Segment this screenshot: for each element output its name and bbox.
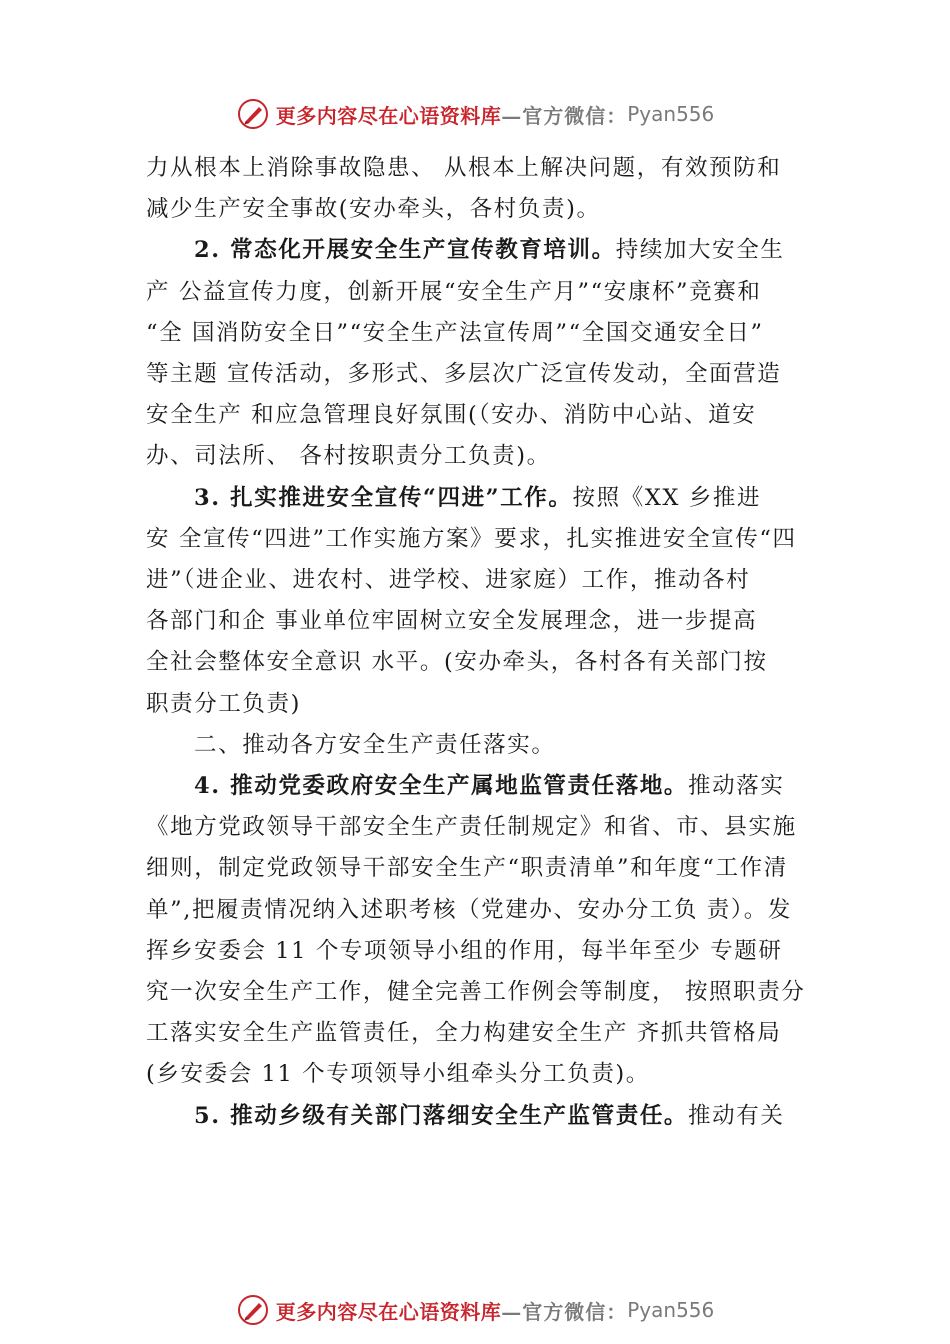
text-line: 安 全宣传“四进”工作实施方案》要求，扎实推进安全宣传“四 bbox=[146, 525, 797, 552]
text-line: 《地方党政领导干部安全生产责任制规定》和省、市、县实施 bbox=[146, 814, 797, 841]
text-line: (乡安委会 11 个专项领导小组牵头分工负责)。 bbox=[146, 1061, 650, 1088]
item4-title: 4. 推动党委政府安全生产属地监管责任落地。 bbox=[194, 773, 689, 800]
text-line: 细则，制定党政领导干部安全生产“职责清单”和年度“工作清 bbox=[146, 855, 788, 882]
item2-first-rest: 持续加大安全生 bbox=[615, 237, 785, 264]
item2-title: 2. 常态化开展安全生产宣传教育培训。 bbox=[194, 237, 616, 264]
text-line: “全 国消防安全日”“安全生产法宣传周”“全国交通安全日” bbox=[146, 319, 764, 346]
text-line: 办、司法所、 各村按职责分工负责)。 bbox=[146, 443, 551, 470]
text-line: 力从根本上消除事故隐患、 从根本上解决问题，有效预防和 bbox=[146, 155, 782, 181]
text-line: 进”（进企业、进农村、进学校、进家庭）工作，推动各村 bbox=[146, 567, 751, 594]
item4-heading bbox=[146, 766, 836, 807]
watermark-gray-text: —官方微信： bbox=[501, 1299, 628, 1324]
text-line: 职责分工负责) bbox=[146, 690, 301, 717]
watermark-banner-top bbox=[0, 94, 950, 134]
section2-heading: 二、推动各方安全生产责任落实。 bbox=[194, 731, 556, 758]
text-line: 等主题 宣传活动，多形式、多层次广泛宣传发动，全面营造 bbox=[146, 361, 782, 388]
text-line: 工落实安全生产监管责任，全力构建安全生产 齐抓共管格局 bbox=[146, 1020, 782, 1047]
item3-title: 3. 扎实推进安全宣传“四进”工作。 bbox=[194, 484, 573, 511]
text-line: 究一次安全生产工作，健全完善工作例会等制度， 按照职责分 bbox=[146, 979, 806, 1006]
text-line: 安全生产 和应急管理良好氛围(（安办、消防中心站、道安 bbox=[146, 402, 757, 429]
item5-first-rest: 推动有关 bbox=[688, 1102, 785, 1129]
text-line: 减少生产安全事故(安办牵头，各村负责)。 bbox=[146, 196, 601, 223]
item4-first-rest: 推动落实 bbox=[688, 773, 785, 800]
item3-first-rest: 按照《XX 乡推进 bbox=[572, 484, 762, 511]
item2-heading bbox=[146, 230, 836, 271]
watermark-id-text: Pyan556 bbox=[627, 1298, 715, 1322]
document-body bbox=[146, 148, 836, 1137]
text-line: 单”,把履责情况纳入述职考核（党建办、安办分工负 责）。发 bbox=[146, 896, 792, 923]
item5-title: 5. 推动乡级有关部门落细安全生产监管责任。 bbox=[194, 1102, 689, 1129]
watermark-red-text: 更多内容尽在心语资料库 bbox=[275, 1299, 502, 1324]
item3-heading bbox=[146, 478, 836, 519]
text-line: 各部门和企 事业单位牢固树立安全发展理念，进一步提高 bbox=[146, 608, 758, 635]
watermark-red-text: 更多内容尽在心语资料库 bbox=[275, 103, 502, 128]
text-line: 产 公益宣传力度，创新开展“安全生产月”“安康杯”竞赛和 bbox=[146, 278, 762, 305]
text-line: 挥乡安委会 11 个专项领导小组的作用，每半年至少 专题研 bbox=[146, 937, 783, 964]
watermark-gray-text: —官方微信： bbox=[501, 103, 628, 128]
watermark-id-text: Pyan556 bbox=[627, 102, 715, 126]
item5-heading bbox=[146, 1096, 836, 1137]
pen-logo-icon bbox=[236, 97, 270, 131]
watermark-banner-bottom bbox=[0, 1290, 950, 1330]
pen-logo-icon bbox=[236, 1293, 270, 1327]
text-line: 全社会整体安全意识 水平。(安办牵头，各村各有关部门按 bbox=[146, 649, 768, 676]
